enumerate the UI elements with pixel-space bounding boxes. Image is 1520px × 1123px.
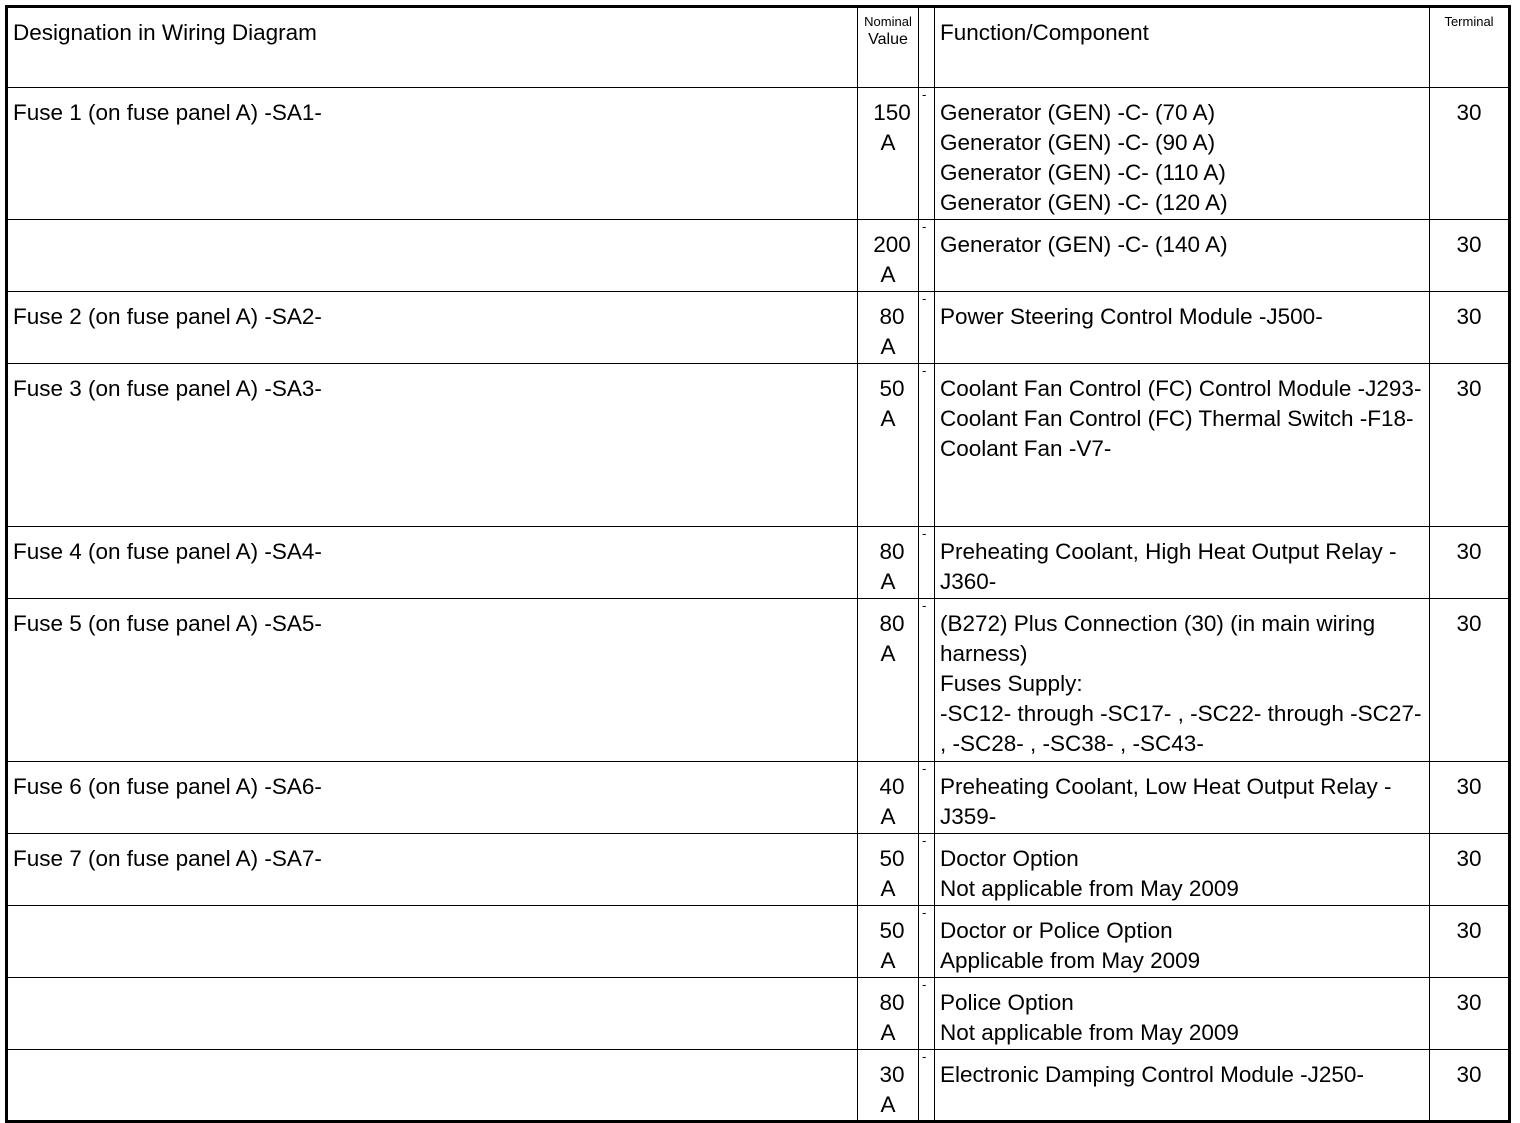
cell-function — [935, 599, 1430, 762]
cell-nominal-value — [858, 1050, 919, 1122]
table-row — [7, 834, 1510, 906]
nominal-value-unit: A — [880, 1020, 896, 1045]
nominal-value-unit: A — [880, 804, 896, 829]
function-line: Generator (GEN) -C- (120 A) — [940, 190, 1228, 215]
cell-designation — [7, 220, 858, 292]
nominal-value-unit: A — [880, 334, 896, 359]
cell-designation — [7, 906, 858, 978]
cell-terminal: 30 — [1430, 527, 1510, 599]
cell-nominal-value — [858, 978, 919, 1050]
cell-nominal-value — [858, 906, 919, 978]
function-line: Coolant Fan -V7- — [940, 436, 1112, 461]
nominal-value-number: 200 — [873, 232, 911, 257]
cell-marker: - — [919, 906, 935, 978]
cell-nominal-value — [858, 762, 919, 834]
cell-marker: - — [919, 762, 935, 834]
cell-marker: - — [919, 220, 935, 292]
cell-terminal: 30 — [1430, 1050, 1510, 1122]
cell-nominal-value — [858, 292, 919, 364]
table-row — [7, 364, 1510, 527]
function-line: Coolant Fan Control (FC) Thermal Switch -F18- — [940, 406, 1414, 431]
nominal-value-unit: A — [880, 406, 896, 431]
nominal-value-unit: A — [880, 948, 896, 973]
nominal-value-unit: A — [880, 130, 896, 155]
cell-marker: - — [919, 834, 935, 906]
cell-terminal: 30 — [1430, 978, 1510, 1050]
table-row — [7, 906, 1510, 978]
nominal-value-unit: A — [880, 569, 896, 594]
nominal-value-number: 80 — [879, 539, 905, 564]
cell-function — [935, 834, 1430, 906]
function-line: Applicable from May 2009 — [940, 948, 1201, 973]
nominal-value-number: 80 — [879, 304, 905, 329]
table-row — [7, 527, 1510, 599]
cell-marker: - — [919, 978, 935, 1050]
cell-function — [935, 978, 1430, 1050]
header-function: Function/Component — [935, 7, 1430, 88]
function-line: Preheating Coolant, Low Heat Output Relay -J359- — [940, 774, 1392, 829]
table-row — [7, 599, 1510, 762]
cell-marker: - — [919, 292, 935, 364]
header-row — [7, 7, 1510, 88]
function-line: Electronic Damping Control Module -J250- — [940, 1062, 1364, 1087]
nominal-value-number: 80 — [879, 990, 905, 1015]
table-row — [7, 1050, 1510, 1122]
cell-designation — [7, 1050, 858, 1122]
cell-nominal-value — [858, 364, 919, 527]
fuse-table — [5, 5, 1511, 1123]
cell-designation: Fuse 2 (on fuse panel A) -SA2- — [7, 292, 858, 364]
cell-function — [935, 364, 1430, 527]
table-row — [7, 292, 1510, 364]
cell-designation: Fuse 6 (on fuse panel A) -SA6- — [7, 762, 858, 834]
function-line: Power Steering Control Module -J500- — [940, 304, 1323, 329]
cell-designation: Fuse 3 (on fuse panel A) -SA3- — [7, 364, 858, 527]
cell-function — [935, 527, 1430, 599]
cell-function — [935, 220, 1430, 292]
function-line: Generator (GEN) -C- (140 A) — [940, 232, 1228, 257]
cell-terminal: 30 — [1430, 834, 1510, 906]
cell-marker: - — [919, 599, 935, 762]
nominal-value-number: 50 — [879, 376, 905, 401]
cell-nominal-value — [858, 88, 919, 220]
nominal-value-number: 150 — [873, 100, 911, 125]
cell-designation — [7, 978, 858, 1050]
cell-designation: Fuse 4 (on fuse panel A) -SA4- — [7, 527, 858, 599]
nominal-value-number: 80 — [879, 611, 905, 636]
nominal-value-number: 50 — [879, 918, 905, 943]
cell-terminal: 30 — [1430, 88, 1510, 220]
table-row — [7, 978, 1510, 1050]
nominal-value-unit: A — [880, 876, 896, 901]
cell-marker: - — [919, 1050, 935, 1122]
function-line: Generator (GEN) -C- (70 A) — [940, 100, 1216, 125]
header-spacer — [919, 7, 935, 88]
function-line: -SC12- through -SC17- , -SC22- through -SC27- , -SC28- , -SC38- , -SC43- — [940, 701, 1422, 756]
function-line: Generator (GEN) -C- (90 A) — [940, 130, 1216, 155]
table-body — [7, 88, 1510, 1122]
table-row — [7, 88, 1510, 220]
function-line: Coolant Fan Control (FC) Control Module -J293- — [940, 376, 1422, 401]
nominal-value-unit: A — [880, 641, 896, 666]
cell-function — [935, 762, 1430, 834]
cell-terminal: 30 — [1430, 292, 1510, 364]
table-row — [7, 762, 1510, 834]
cell-terminal: 30 — [1430, 906, 1510, 978]
cell-designation: Fuse 5 (on fuse panel A) -SA5- — [7, 599, 858, 762]
nominal-value-number: 50 — [879, 846, 905, 871]
header-terminal: Terminal — [1430, 7, 1510, 88]
header-nominal-value — [858, 7, 919, 88]
header-nominal-line2: Value — [868, 31, 908, 48]
cell-terminal: 30 — [1430, 762, 1510, 834]
function-line: Not applicable from May 2009 — [940, 1020, 1239, 1045]
nominal-value-number: 40 — [879, 774, 905, 799]
header-nominal-line1: Nominal — [864, 14, 912, 29]
function-line: Not applicable from May 2009 — [940, 876, 1239, 901]
cell-nominal-value — [858, 527, 919, 599]
cell-terminal: 30 — [1430, 599, 1510, 762]
cell-marker: - — [919, 364, 935, 527]
cell-designation: Fuse 7 (on fuse panel A) -SA7- — [7, 834, 858, 906]
table-row — [7, 220, 1510, 292]
cell-designation: Fuse 1 (on fuse panel A) -SA1- — [7, 88, 858, 220]
cell-function — [935, 88, 1430, 220]
cell-nominal-value — [858, 220, 919, 292]
nominal-value-unit: A — [880, 1092, 896, 1117]
function-line: Fuses Supply: — [940, 671, 1083, 696]
cell-terminal: 30 — [1430, 364, 1510, 527]
cell-terminal: 30 — [1430, 220, 1510, 292]
function-line: Generator (GEN) -C- (110 A) — [940, 160, 1226, 185]
nominal-value-unit: A — [880, 262, 896, 287]
cell-function — [935, 906, 1430, 978]
function-line: Preheating Coolant, High Heat Output Relay -J360- — [940, 539, 1397, 594]
function-line: Police Option — [940, 990, 1074, 1015]
cell-marker: - — [919, 88, 935, 220]
cell-nominal-value — [858, 599, 919, 762]
function-line: Doctor or Police Option — [940, 918, 1173, 943]
cell-function — [935, 1050, 1430, 1122]
nominal-value-number: 30 — [879, 1062, 905, 1087]
function-line: (B272) Plus Connection (30) (in main wiring harness) — [940, 611, 1376, 666]
cell-marker: - — [919, 527, 935, 599]
function-line: Doctor Option — [940, 846, 1079, 871]
header-designation: Designation in Wiring Diagram — [7, 7, 858, 88]
cell-nominal-value — [858, 834, 919, 906]
cell-function — [935, 292, 1430, 364]
